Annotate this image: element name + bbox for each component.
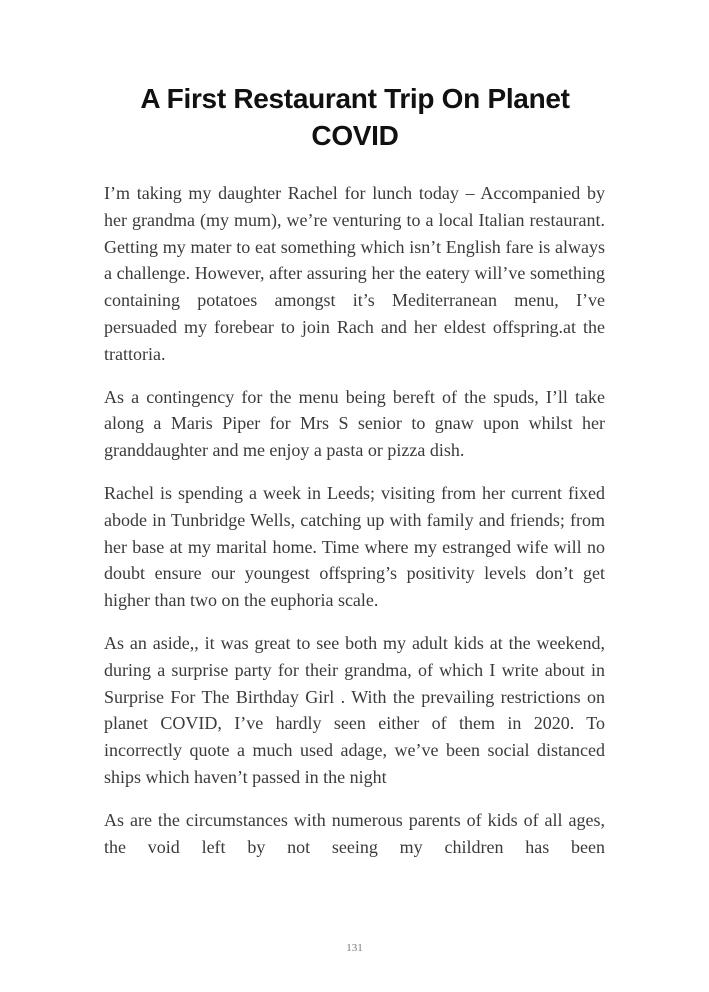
paragraph-3: Rachel is spending a week in Leeds; visiting from her current fixed abode in Tunbridge Wells, catching up with family and friends; from her base at my marital home. Time where my estranged wife will no doubt ensure our youngest offspring’s positivity levels don’t get higher than two on the euphoria scale. [104,482,605,611]
body-text [104,180,605,876]
page-title: A First Restaurant Trip On Planet COVID [140,83,570,151]
page-number: 131 [346,942,363,954]
paragraph-2: As a contingency for the menu being bereft of the spuds, I’ll take along a Maris Piper for Mrs S senior to gnaw upon whilst her granddaughter and me enjoy a pasta or pizza dish. [104,386,605,461]
paragraph-1: I’m taking my daughter Rachel for lunch today – Accompanied by her grandma (my mum), we’re venturing to a local Italian restaurant. Getting my mater to eat something which isn’t English fare is always a challenge. However, after assuring her the eatery will’ve something containing potatoes amongst it’s Mediterranean menu, I’ve persuaded my forebear to join Rach and her eldest offspring.at the trattoria. [104,183,605,364]
paragraph-4: As an aside,, it was great to see both my adult kids at the weekend, during a surprise party for their grandma, of which I write about in Surprise For The Birthday Girl . With the prevailing restrictions on planet COVID, I’ve hardly seen either of them in 2020. To incorrectly quote a much used adage, we’ve been social distanced ships which haven’t passed in the night [104,632,605,787]
paragraph-5: As are the circumstances with numerous parents of kids of all ages, the void left by not seeing my children has been [104,809,605,857]
